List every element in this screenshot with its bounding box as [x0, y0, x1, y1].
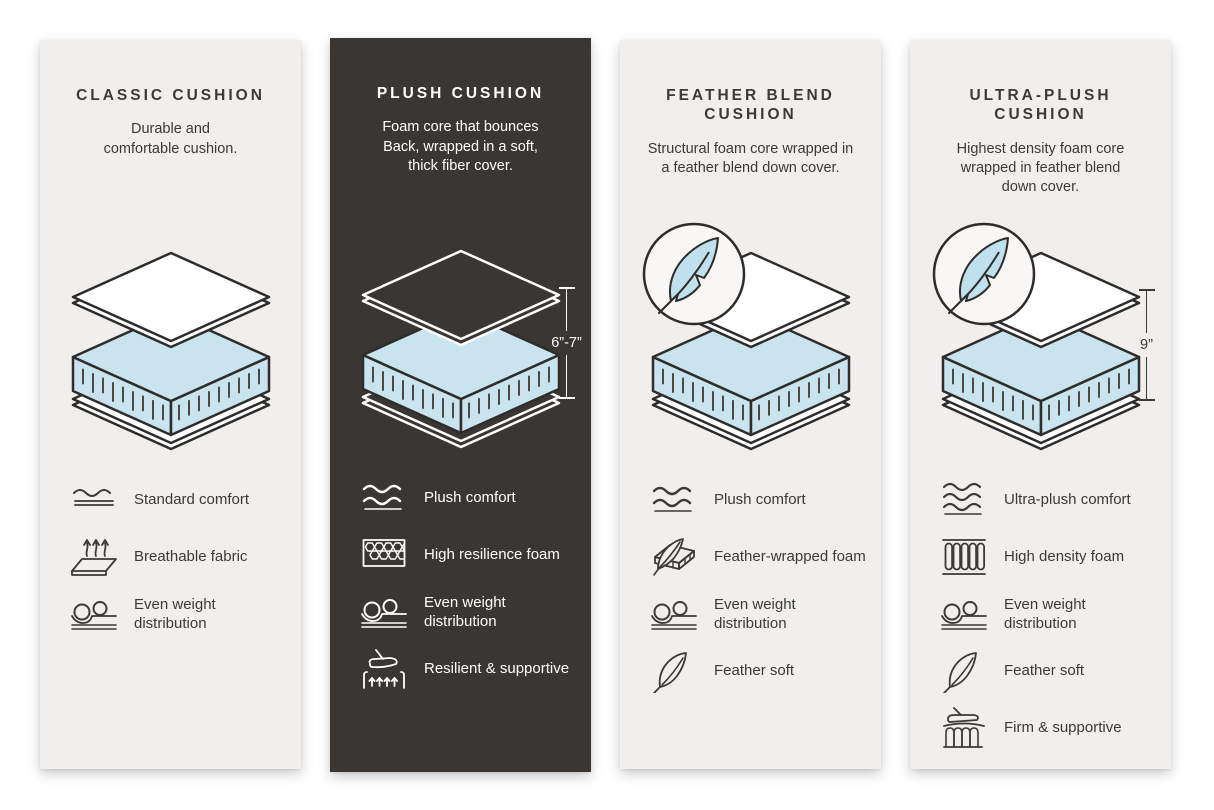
dimension-bottom-cap	[559, 397, 575, 399]
cushion-layers-diagram	[343, 243, 579, 455]
panel-description: Durable and comfortable cushion.	[103, 121, 238, 157]
cushion-panel-ultra-plush	[910, 40, 1171, 769]
panel-title: FEATHER BLEND CUSHION	[666, 87, 835, 124]
feature-item	[70, 592, 289, 636]
feather-wrapped-foam-icon	[650, 535, 698, 579]
top-cover-layer	[363, 251, 559, 345]
feature-item	[70, 535, 289, 579]
panel-description: Highest density foam core wrapped in feather blend down cover.	[956, 140, 1125, 195]
feature-item	[650, 478, 869, 522]
cushion-layers-diagram	[53, 245, 289, 457]
feature-item	[940, 478, 1159, 522]
dimension-label: 9”	[1140, 336, 1153, 353]
breathable-fabric-icon	[70, 535, 118, 579]
feather-badge-icon	[641, 221, 747, 327]
feature-item	[360, 476, 579, 520]
feature-label: Plush comfort	[424, 489, 516, 507]
cushion-illustration	[633, 245, 869, 457]
feature-item	[940, 706, 1159, 750]
feature-item	[360, 533, 579, 577]
feature-label: Even weight distribution	[714, 595, 796, 632]
cushion-panel-feather-blend	[620, 40, 881, 769]
feature-label: Plush comfort	[714, 491, 806, 509]
feather-soft-icon	[940, 649, 988, 693]
even-weight-icon	[360, 590, 408, 634]
feature-label: Standard comfort	[134, 491, 250, 509]
feature-label: Resilient & supportive	[424, 660, 570, 678]
cushion-illustration	[343, 243, 582, 455]
feature-label: Breathable fabric	[134, 548, 248, 566]
feature-item	[360, 590, 579, 634]
cushion-panel-classic	[40, 40, 301, 769]
ultra-plush-comfort-icon	[940, 478, 988, 522]
feature-list	[650, 478, 869, 706]
feature-label: Feather soft	[1004, 662, 1085, 680]
firm-supportive-icon	[940, 706, 988, 750]
feature-label: Even weight distribution	[424, 593, 506, 630]
panel-title: PLUSH CUSHION	[376, 85, 545, 102]
height-dimension	[549, 287, 585, 399]
feature-list	[940, 478, 1159, 763]
feature-item	[650, 649, 869, 693]
high-density-foam-icon	[940, 535, 988, 579]
panel-description: Structural foam core wrapped in a feather blend down cover.	[647, 140, 854, 176]
plush-comfort-icon	[360, 476, 408, 520]
feature-label: Feather soft	[714, 662, 795, 680]
feature-item	[650, 592, 869, 636]
feature-list	[360, 476, 579, 704]
feature-label: High resilience foam	[424, 546, 560, 564]
feather-badge-icon	[931, 221, 1037, 327]
feather-soft-icon	[650, 649, 698, 693]
even-weight-icon	[650, 592, 698, 636]
feature-label: Even weight distribution	[134, 595, 216, 632]
feature-item	[360, 647, 579, 691]
panel-title: ULTRA-PLUSH CUSHION	[969, 87, 1112, 124]
even-weight-icon	[940, 592, 988, 636]
top-cover-layer	[73, 253, 269, 347]
feature-item	[940, 592, 1159, 636]
feature-item	[940, 535, 1159, 579]
panel-title: CLASSIC CUSHION	[76, 87, 265, 104]
feature-label: Firm & supportive	[1004, 719, 1122, 737]
cushion-panel-plush	[330, 38, 591, 772]
cushion-illustration	[923, 245, 1159, 457]
height-dimension	[1129, 289, 1165, 401]
even-weight-icon	[70, 592, 118, 636]
feature-label: Ultra-plush comfort	[1004, 491, 1131, 509]
resilient-supportive-icon	[360, 647, 408, 691]
feature-label: Feather-wrapped foam	[714, 548, 866, 566]
feature-item	[650, 535, 869, 579]
plush-comfort-icon	[650, 478, 698, 522]
feature-label: Even weight distribution	[1004, 595, 1086, 632]
panel-description: Foam core that bounces Back, wrapped in a soft, thick fiber cover.	[382, 119, 539, 174]
feature-list	[70, 478, 289, 649]
dimension-bottom-cap	[1139, 399, 1155, 401]
dimension-label: 6”-7”	[551, 334, 582, 351]
feature-item	[940, 649, 1159, 693]
standard-comfort-icon	[70, 478, 118, 522]
high-resilience-foam-icon	[360, 533, 408, 577]
cushion-illustration	[53, 245, 289, 457]
feature-label: High density foam	[1004, 548, 1125, 566]
feature-item	[70, 478, 289, 522]
